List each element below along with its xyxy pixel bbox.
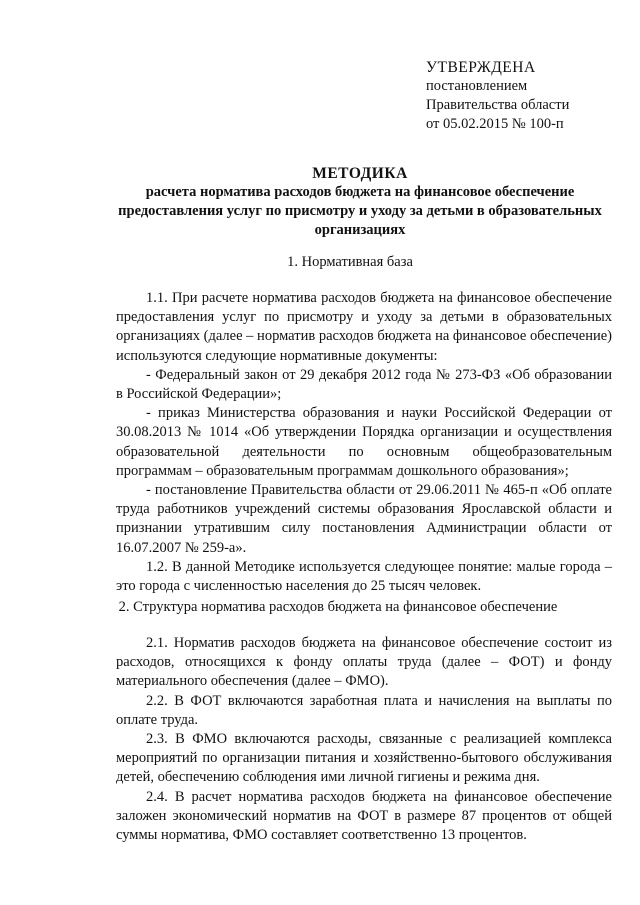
list-item-2: - приказ Министерства образования и науки Российской Федерации от 30.08.2013 № 1014 «Об утверждении Порядка организации и осуществления образовательной деятельности по основным общеобразовательным программам – образовательным программам дошкольного образования»;	[116, 405, 612, 479]
paragraph-2-2: 2.2. В ФОТ включаются заработная плата и начисления на выплаты по оплате труда.	[116, 692, 612, 728]
paragraph-1-1: 1.1. При расчете норматива расходов бюджета на финансовое обеспечение предоставления услуг по присмотру и уходу за детьми в образовательных организациях (далее – норматив расходов бюджета на финансовое обеспечение) используются следующие нормативные документы:	[116, 290, 612, 364]
list-item-1: - Федеральный закон от 29 декабря 2012 года № 273-ФЗ «Об образовании в Российской Федерации»;	[116, 366, 612, 403]
document-subtitle: расчета норматива расходов бюджета на финансовое обеспечение предоставления услуг по присмотру и уходу за детьми в образовательных организациях	[118, 184, 602, 238]
approval-line-3: от 05.02.2015 № 100-п	[426, 116, 564, 132]
approval-line-1: постановлением	[426, 78, 528, 94]
approval-line-2: Правительства области	[426, 97, 570, 113]
approval-stamp	[426, 58, 626, 134]
paragraph-2-1: 2.1. Норматив расходов бюджета на финансовое обеспечение состоит из расходов, относящихся к фонду оплаты труда (далее – ФОТ) и фонду материального обеспечения (далее – ФМО).	[116, 635, 612, 690]
section-1-heading: 1. Нормативная база	[287, 254, 413, 270]
approval-title: УТВЕРЖДЕНА	[426, 59, 536, 76]
paragraph-2-4: 2.4. В расчет норматива расходов бюджета на финансовое обеспечение заложен экономический норматив на ФОТ в размере 87 процентов от общей суммы норматива, ФМО составляет соответственно 13 процентов.	[116, 788, 612, 844]
list-item-3: - постановление Правительства области от 29.06.2011 № 465-п «Об оплате труда работников учреждений системы образования Ярославской области и признании утратившим силу постановления Администрации области от 16.07.2007 № 259-а».	[116, 482, 612, 556]
section-1-body	[116, 289, 612, 596]
document-title-block	[100, 164, 620, 240]
paragraph-1-2: 1.2. В данной Методике используется следующее понятие: малые города – это города с численностью населения до 25 тысяч человек.	[116, 558, 612, 595]
section-2-heading: 2. Структура норматива расходов бюджета на финансовое обеспечение	[118, 599, 558, 615]
section-2-body	[116, 634, 612, 845]
paragraph-2-3: 2.3. В ФМО включаются расходы, связанные с реализацией комплекса мероприятий по организации питания и хозяйственно-бытового обслуживания детей, обеспечению соблюдения ими личной гигиены и режима дня.	[116, 731, 612, 786]
document-title: МЕТОДИКА	[312, 165, 408, 182]
